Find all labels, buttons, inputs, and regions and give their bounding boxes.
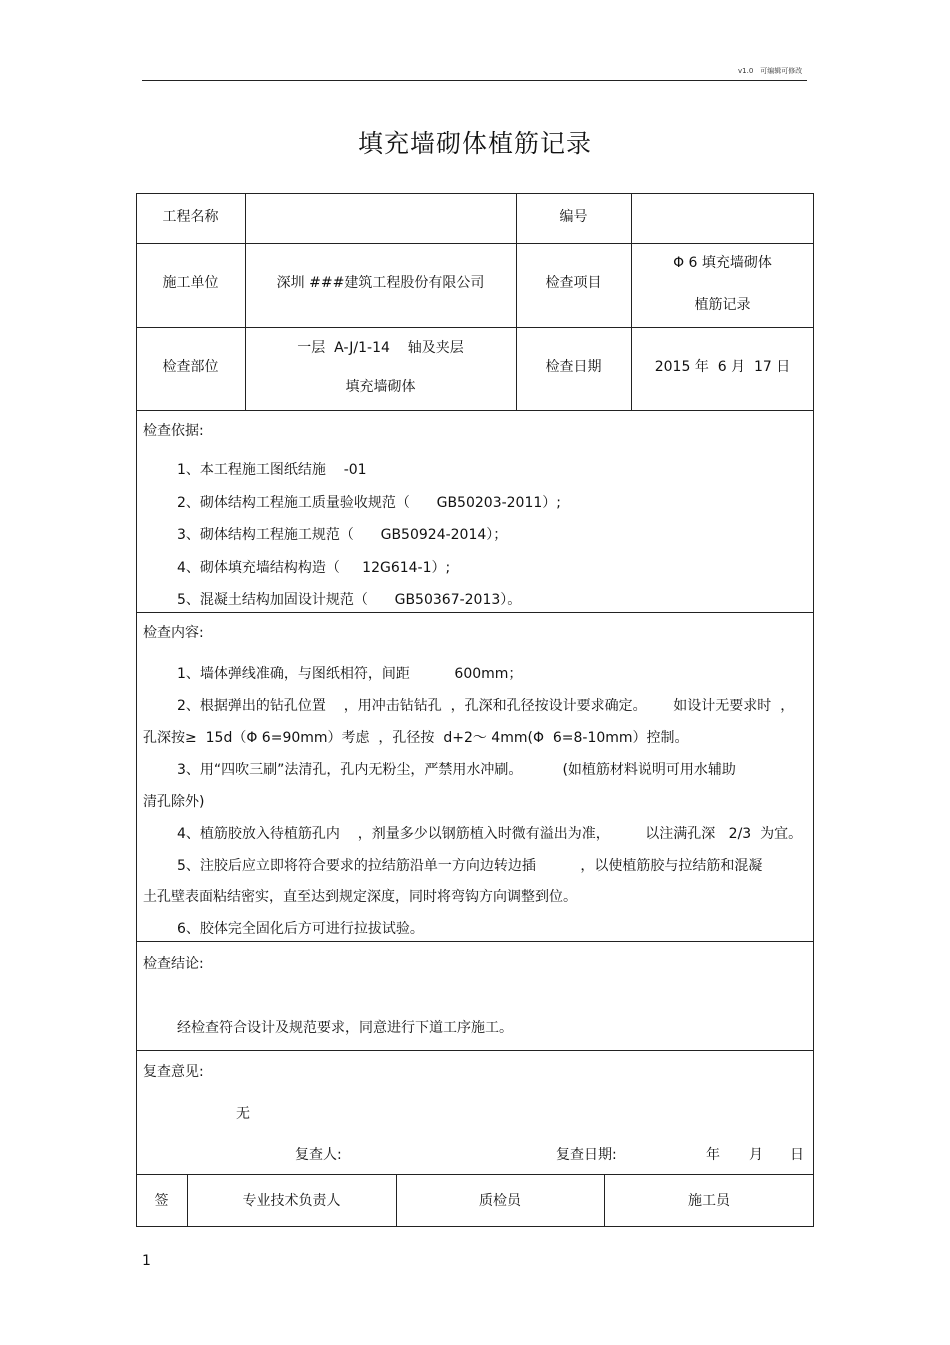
basis-item: 3、砌体结构工程施工规范（ GB50924-2014）； [177,527,508,543]
header-rule [142,80,807,81]
col-divider [516,193,517,410]
review-day: 日 [790,1147,804,1163]
row-divider [136,941,814,942]
basis-item: 2、砌体结构工程施工质量验收规范（ GB50203-2011）; [177,495,561,511]
content-label: 检查内容: [143,625,204,641]
inspection-part-label: 检查部位 [162,359,219,375]
row-divider [136,612,814,613]
version-note: v1.0 可编辑可修改 [738,67,803,75]
inspection-date-value: 2015 年 6 月 17 日 [654,359,791,375]
inspection-date-label: 检查日期 [545,359,602,375]
row-divider [136,243,814,244]
review-opinion: 无 [236,1106,250,1122]
construction-unit-label: 施工单位 [162,275,219,291]
tech-lead-label: 专业技术负责人 [242,1193,341,1209]
reviewer-label: 复查人: [295,1147,342,1163]
constructor-label: 施工员 [688,1193,730,1209]
content-line: 5、注胶后应立即将符合要求的拉结筋沿单一方向边转边插 ，以使植筋胶与拉结筋和混凝 [177,858,763,874]
basis-item: 1、本工程施工图纸结施 -01 [177,462,367,478]
review-label: 复查意见: [143,1064,204,1080]
number-label: 编号 [559,209,588,225]
inspection-item-label: 检查项目 [545,275,602,291]
content-line: 清孔除外) [143,794,205,810]
conclusion-text: 经检查符合设计及规范要求，同意进行下道工序施工。 [177,1020,513,1036]
content-line: 土孔壁表面粘结密实，直至达到规定深度，同时将弯钩方向调整到位。 [143,889,577,905]
inspector-label: 质检员 [479,1193,521,1209]
review-date-label: 复查日期: [556,1147,617,1163]
content-line: 1、墙体弹线准确，与图纸相符，间距 600mm； [177,666,523,682]
inspection-item-value-1: Φ 6 填充墙砌体 [673,255,772,271]
conclusion-label: 检查结论: [143,956,204,972]
review-year: 年 [706,1147,720,1163]
content-line: 孔深按≥ 15d（Φ 6=90mm）考虑 ，孔径按 d+2～ 4mm(Φ 6=8-10mm）控制。 [143,730,689,746]
basis-item: 4、砌体填充墙结构构造（ 12G614-1）; [177,560,451,576]
construction-unit-value: 深圳 ###建筑工程股份有限公司 [276,275,485,291]
row-divider [136,1174,814,1175]
row-divider [136,327,814,328]
content-line: 6、胶体完全固化后方可进行拉拔试验。 [177,921,424,937]
content-line: 2、根据弹出的钻孔位置 ，用冲击钻钻孔 ，孔深和孔径按设计要求确定。 如设计无要求时 ， [177,698,795,714]
row-divider [136,1050,814,1051]
page-title: 填充墙砌体植筋记录 [357,129,592,158]
basis-label: 检查依据: [143,423,204,439]
content-line: 3、用“四吹三刷”法清孔，孔内无粉尘，严禁用水冲刷。 (如植筋材料说明可用水辅助 [177,762,736,778]
inspection-item-value-2: 植筋记录 [694,297,751,313]
inspection-part-value-2: 填充墙砌体 [345,379,416,395]
content-line: 4、植筋胶放入待植筋孔内 ，剂量多少以钢筋植入时微有溢出为准， 以注满孔深 2/3 为宜。 [177,826,803,842]
sign-label: 签 [154,1193,169,1209]
basis-item: 5、混凝土结构加固设计规范（ GB50367-2013）。 [177,592,522,608]
inspection-part-value-1: 一层 A-J/1-14 轴及夹层 [297,340,464,356]
project-name-label: 工程名称 [162,209,219,225]
review-month: 月 [749,1147,763,1163]
col-divider [245,193,246,410]
page-number: 1 [142,1253,151,1269]
row-divider [136,410,814,411]
